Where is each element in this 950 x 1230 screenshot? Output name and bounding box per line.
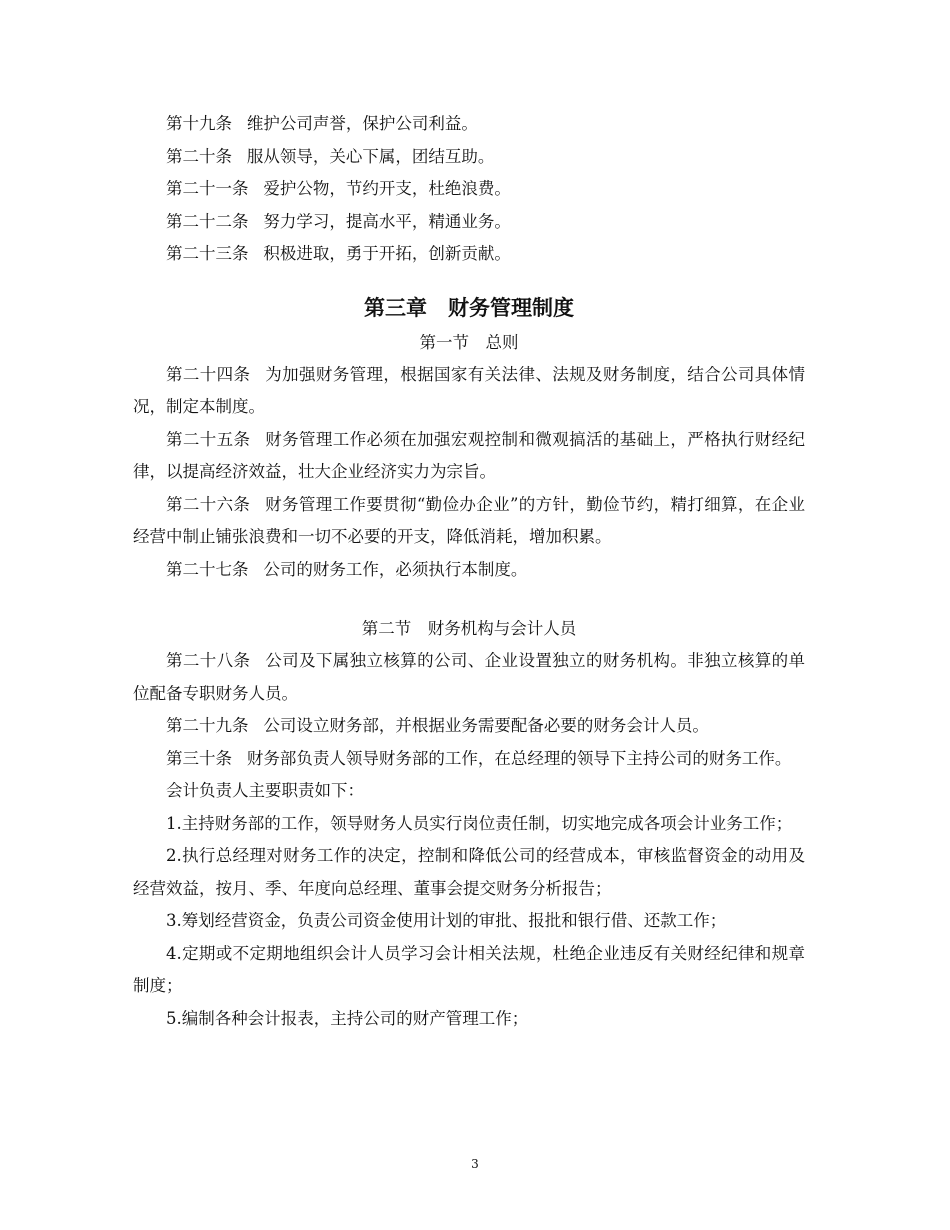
article-number: 第二十二条	[166, 211, 249, 231]
duty-item: 5.编制各种会计报表，主持公司的财产管理工作；	[166, 1008, 529, 1028]
duty-item: 1.主持财务部的工作，领导财务人员实行岗位责任制，切实地完成各项会计业务工作；	[166, 813, 793, 833]
article-text: 爱护公物，节约开支，杜绝浪费。	[263, 179, 511, 198]
article-27	[133, 554, 805, 587]
article-number: 第二十八条	[166, 651, 251, 670]
article-28	[133, 645, 805, 710]
section-title: 第一节 总则	[419, 332, 519, 352]
article-text: 财务管理工作必须在加强宏观控制和微观搞活的基础上，严格执行财经纪律，以提高经济效益，壮大企业经济实力为宗旨。	[133, 429, 806, 481]
article-text: 财务管理工作要贯彻“勤俭办企业”的方针，勤俭节约，精打细算，在企业经营中制止铺张浪费和一切不必要的开支，降低消耗，增加积累。	[133, 494, 805, 546]
article-number: 第二十九条	[166, 716, 249, 735]
section-spacer	[133, 586, 805, 613]
article-text: 为加强财务管理，根据国家有关法律、法规及财务制度，结合公司具体情况，制定本制度。	[133, 364, 806, 416]
duty-item: 4.定期或不定期地组织会计人员学习会计相关法规，杜绝企业违反有关财经纪律和规章制度；	[133, 943, 805, 995]
article-text: 努力学习，提高水平，精通业务。	[263, 211, 511, 231]
article-22	[133, 206, 805, 239]
article-number: 第二十六条	[166, 494, 251, 514]
article-number: 第二十一条	[166, 179, 249, 198]
duties-intro: 会计负责人主要职责如下：	[166, 781, 364, 800]
article-number: 第二十三条	[166, 244, 249, 263]
article-21	[133, 173, 805, 206]
chapter-title: 第三章 财务管理制度	[364, 295, 574, 320]
page-number: 3	[471, 1157, 479, 1171]
article-text: 公司的财务工作，必须执行本制度。	[263, 559, 528, 579]
article-number: 第十九条	[166, 114, 232, 133]
duty-item: 3.筹划经营资金，负责公司资金使用计划的审批、报批和银行借、还款工作；	[166, 911, 727, 930]
article-24	[133, 359, 805, 424]
article-text: 维护公司声誉，保护公司利益。	[246, 114, 478, 133]
article-number: 第二十五条	[166, 429, 251, 449]
article-30	[133, 743, 805, 776]
article-text: 公司及下属独立核算的公司、企业设置独立的财务机构。非独立核算的单位配备专职财务人员。	[133, 651, 806, 703]
article-20	[133, 141, 805, 174]
article-19	[133, 108, 805, 141]
document-body	[133, 108, 805, 1035]
section-title: 第二节 财务机构与会计人员	[361, 619, 577, 638]
article-text: 服从领导，关心下属，团结互助。	[246, 146, 495, 166]
article-text: 公司设立财务部，并根据业务需要配备必要的财务会计人员。	[263, 716, 709, 735]
article-number: 第二十条	[166, 146, 232, 166]
article-number: 第二十七条	[166, 559, 249, 579]
duty-item: 2.执行总经理对财务工作的决定，控制和降低公司的经营成本，审核监督资金的动用及经营效益，按月、季、年度向总经理、董事会提交财务分析报告；	[133, 846, 805, 898]
article-25	[133, 424, 805, 489]
article-text: 财务部负责人领导财务部的工作，在总经理的领导下主持公司的财务工作。	[246, 748, 792, 768]
article-23	[133, 238, 805, 271]
article-26	[133, 489, 805, 554]
article-number: 第二十四条	[166, 364, 251, 384]
article-number: 第三十条	[166, 748, 232, 768]
article-29	[133, 710, 805, 743]
article-text: 积极进取，勇于开拓，创新贡献。	[263, 244, 511, 263]
